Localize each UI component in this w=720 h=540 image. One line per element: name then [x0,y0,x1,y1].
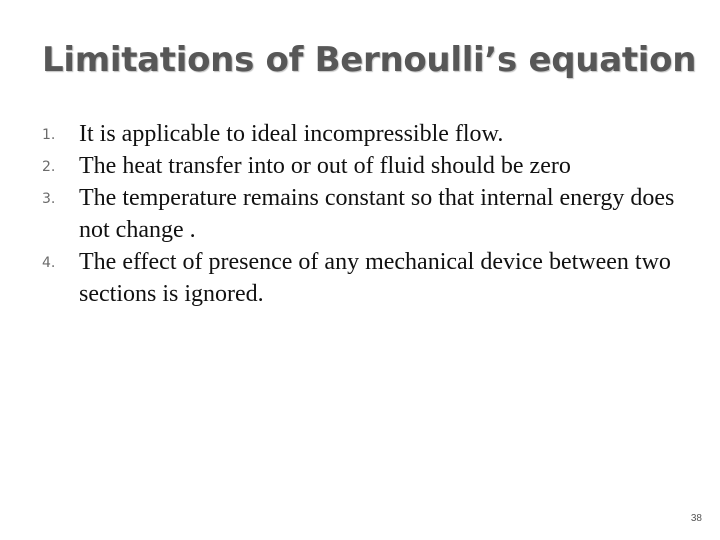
list-item-text: The effect of presence of any mechanical device between two sections is ignored. [79,249,671,307]
list-item [42,246,682,310]
page-number: 38 [690,513,702,524]
list-item-number: 3. [42,191,56,207]
list-item-text: It is applicable to ideal incompressible flow. [79,121,504,147]
list-item-number: 2. [42,159,56,175]
list-item [42,150,682,182]
list-item [42,118,682,150]
list-item-number: 1. [42,127,56,143]
list-item-number: 4. [42,255,56,271]
list-item-text: The temperature remains constant so that internal energy does not change . [79,185,675,243]
list-item-text: The heat transfer into or out of fluid should be zero [79,153,571,179]
list-item [42,182,682,246]
slide-title: Limitations of Bernoulli’s equation [42,40,697,80]
limitations-list [42,118,682,310]
